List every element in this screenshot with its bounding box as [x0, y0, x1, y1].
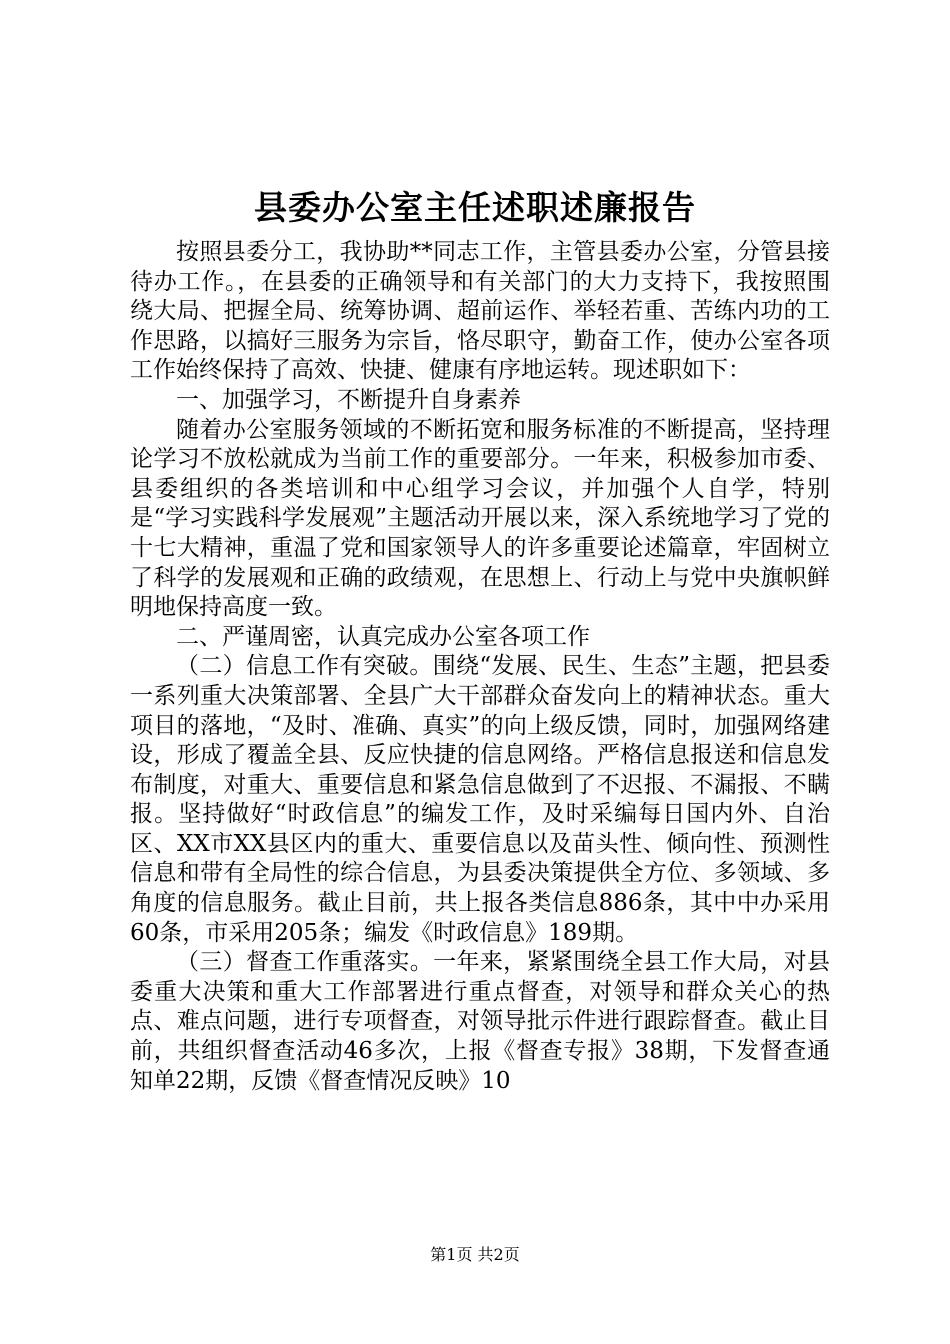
- section-heading-1: 一、加强学习，不断提升自身素养: [176, 386, 521, 413]
- section-heading-2: 二、严谨周密，认真完成办公室各项工作: [176, 623, 590, 650]
- paragraph-information-work: （二）信息工作有突破。围绕“发展、民生、生态”主题，把县委一系列重大决策部署、全县广大干部群众奋发向上的精神状态。重大项目的落地，“及时、准确、真实”的向上级反馈，同时，加强网络建设，形成了覆盖全县、反应快捷的信息网络。严格信息报送和信息发布制度，对重大、重要信息和紧急信息做到了不迟报、不漏报、不瞒报。坚持做好“时政信息”的编发工作，及时采编每日国内外、自治区、XX市XX县区内的重大、重要信息以及苗头性、倾向性、预测性信息和带有全局性的综合信息，为县委决策提供全方位、多领域、多角度的信息服务。截止目前，共上报各类信息886条，其中中办采用60条，市采用205条；编发《时政信息》189期。: [130, 653, 830, 946]
- page-number-footer: 第1页 共2页: [430, 1245, 520, 1264]
- document-title: 县委办公室主任述职述廉报告: [254, 188, 696, 227]
- paragraph-study: 随着办公室服务领域的不断拓宽和服务标准的不断提高，坚持理论学习不放松就成为当前工作的重要部分。一年来，积极参加市委、县委组织的各类培训和中心组学习会议，并加强个人自学，特别是“学习实践科学发展观”主题活动开展以来，深入系统地学习了党的十七大精神，重温了党和国家领导人的许多重要论述篇章，牢固树立了科学的发展观和正确的政绩观，在思想上、行动上与党中央旗帜鲜明地保持高度一致。: [130, 416, 830, 621]
- paragraph-supervision-work: （三）督查工作重落实。一年来，紧紧围绕全县工作大局，对县委重大决策和重大工作部署进行重点督查，对领导和群众关心的热点、难点问题，进行专项督查，对领导批示件进行跟踪督查。截止目前，共组织督查活动46多次，上报《督查专报》38期，下发督查通知单22期，反馈《督查情况反映》10: [130, 949, 830, 1094]
- document-body: [130, 238, 830, 1096]
- paragraph-intro: 按照县委分工，我协助**同志工作，主管县委办公室，分管县接待办工作。，在县委的正确领导和有关部门的大力支持下，我按照围绕大局、把握全局、统筹协调、超前运作、举轻若重、苦练内功的工作思路，以搞好三服务为宗旨，恪尽职守，勤奋工作，使办公室各项工作始终保持了高效、快捷、健康有序地运转。现述职如下：: [130, 239, 830, 384]
